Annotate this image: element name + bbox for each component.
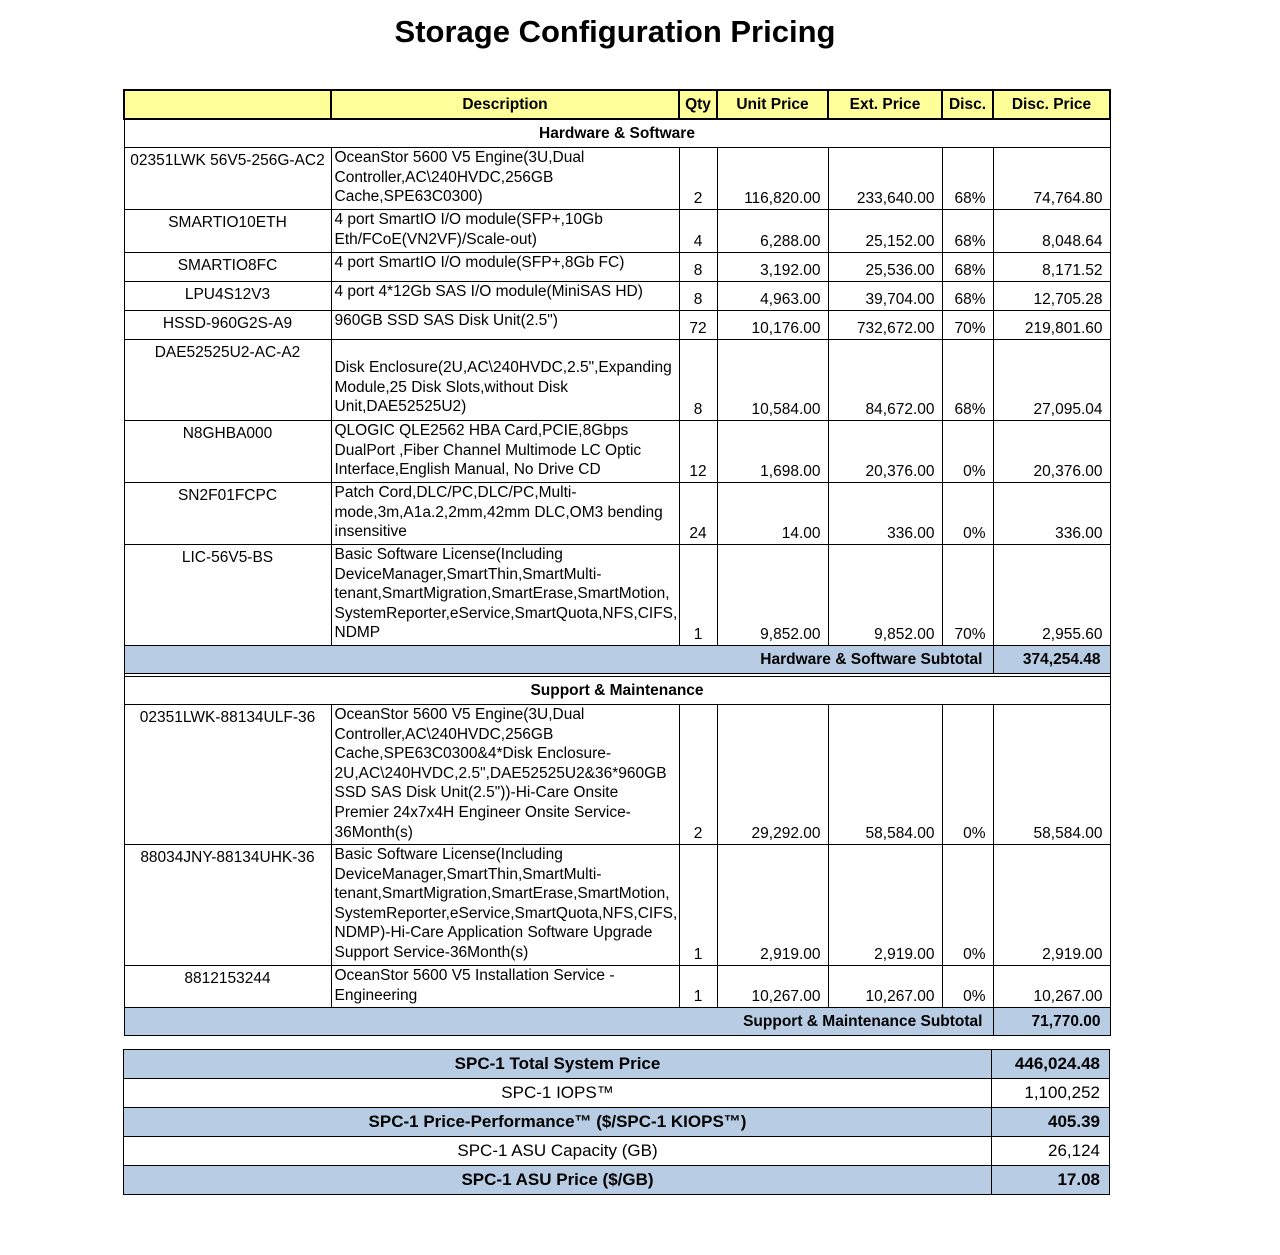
col-description-header: Description [331, 90, 679, 119]
section-header-row [124, 119, 1110, 148]
description-cell: OceanStor 5600 V5 Installation Service - Engineering [331, 966, 679, 1008]
unit-price-cell: 10,176.00 [717, 311, 828, 340]
qty-cell: 2 [679, 148, 717, 210]
disc-price-cell: 336.00 [993, 483, 1110, 545]
part-number-cell: SMARTIO8FC [124, 253, 331, 282]
description-cell: Basic Software License(Including DeviceManager,SmartThin,SmartMulti-tenant,SmartMigration,SmartErase,SmartMotion, SystemReporter,eService,SmartQuota,NFS,CIFS, NDMP [331, 545, 679, 646]
unit-price-cell: 1,698.00 [717, 421, 828, 483]
disc-price-cell: 2,919.00 [993, 845, 1110, 966]
disc-cell: 0% [942, 421, 993, 483]
description-cell: 960GB SSD SAS Disk Unit(2.5") [331, 311, 679, 340]
disc-cell: 68% [942, 253, 993, 282]
subtotal-value: 71,770.00 [993, 1008, 1110, 1036]
subtotal-label: Hardware & Software Subtotal [124, 646, 993, 674]
description-cell: 4 port SmartIO I/O module(SFP+,10Gb Eth/FCoE(VN2VF)/Scale-out) [331, 210, 679, 253]
disc-price-cell: 10,267.00 [993, 966, 1110, 1008]
table-row [124, 340, 1110, 421]
table-row [124, 311, 1110, 340]
ext-price-cell: 25,152.00 [828, 210, 942, 253]
qty-cell: 1 [679, 545, 717, 646]
ext-price-cell: 20,376.00 [828, 421, 942, 483]
unit-price-cell: 3,192.00 [717, 253, 828, 282]
col-part-header [124, 90, 331, 119]
col-ext-price-header: Ext. Price [828, 90, 942, 119]
ext-price-cell: 233,640.00 [828, 148, 942, 210]
summary-row [124, 1079, 1110, 1108]
unit-price-cell: 9,852.00 [717, 545, 828, 646]
ext-price-cell: 10,267.00 [828, 966, 942, 1008]
unit-price-cell: 6,288.00 [717, 210, 828, 253]
summary-label: SPC-1 IOPS™ [124, 1079, 992, 1108]
disc-price-cell: 2,955.60 [993, 545, 1110, 646]
summary-label: SPC-1 Total System Price [124, 1050, 992, 1079]
qty-cell: 2 [679, 705, 717, 845]
qty-cell: 12 [679, 421, 717, 483]
disc-cell: 70% [942, 311, 993, 340]
section-header: Support & Maintenance [124, 677, 1110, 705]
part-number-cell: LIC-56V5-BS [124, 545, 331, 646]
part-number-cell: LPU4S12V3 [124, 282, 331, 311]
qty-cell: 8 [679, 340, 717, 421]
disc-cell: 0% [942, 845, 993, 966]
unit-price-cell: 14.00 [717, 483, 828, 545]
header-row [124, 90, 1110, 119]
pricing-table [123, 89, 1111, 1036]
ext-price-cell: 2,919.00 [828, 845, 942, 966]
disc-cell: 68% [942, 340, 993, 421]
summary-label: SPC-1 ASU Price ($/GB) [124, 1166, 992, 1195]
summary-value: 446,024.48 [992, 1050, 1110, 1079]
disc-price-cell: 20,376.00 [993, 421, 1110, 483]
table-row [124, 483, 1110, 545]
disc-price-cell: 8,171.52 [993, 253, 1110, 282]
part-number-cell: HSSD-960G2S-A9 [124, 311, 331, 340]
unit-price-cell: 10,267.00 [717, 966, 828, 1008]
part-number-cell: SN2F01FCPC [124, 483, 331, 545]
col-disc-header: Disc. [942, 90, 993, 119]
section-header: Hardware & Software [124, 119, 1110, 148]
subtotal-row [124, 646, 1110, 674]
ext-price-cell: 9,852.00 [828, 545, 942, 646]
col-disc-price-header: Disc. Price [993, 90, 1110, 119]
table-row [124, 966, 1110, 1008]
ext-price-cell: 732,672.00 [828, 311, 942, 340]
description-cell: OceanStor 5600 V5 Engine(3U,Dual Controller,AC\240HVDC,256GB Cache,SPE63C0300&4*Disk Enclosure-2U,AC\240HVDC,2.5",DAE52525U2&36*960GB SSD SAS Disk Unit(2.5"))-Hi-Care Onsite Premier 24x7x4H Engineer Onsite Service-36Month(s) [331, 705, 679, 845]
disc-cell: 0% [942, 483, 993, 545]
disc-price-cell: 219,801.60 [993, 311, 1110, 340]
disc-cell: 68% [942, 210, 993, 253]
summary-label: SPC-1 Price-Performance™ ($/SPC-1 KIOPS™) [124, 1108, 992, 1137]
summary-label: SPC-1 ASU Capacity (GB) [124, 1137, 992, 1166]
part-number-cell: DAE52525U2-AC-A2 [124, 340, 331, 421]
table-row [124, 421, 1110, 483]
qty-cell: 24 [679, 483, 717, 545]
description-cell: QLOGIC QLE2562 HBA Card,PCIE,8Gbps DualPort ,Fiber Channel Multimode LC Optic Interface,English Manual, No Drive CD [331, 421, 679, 483]
qty-cell: 72 [679, 311, 717, 340]
ext-price-cell: 39,704.00 [828, 282, 942, 311]
table-row [124, 845, 1110, 966]
disc-cell: 0% [942, 705, 993, 845]
subtotal-row [124, 1008, 1110, 1036]
summary-row [124, 1050, 1110, 1079]
subtotal-value: 374,254.48 [993, 646, 1110, 674]
qty-cell: 4 [679, 210, 717, 253]
disc-cell: 68% [942, 148, 993, 210]
ext-price-cell: 336.00 [828, 483, 942, 545]
section-header-row [124, 677, 1110, 705]
qty-cell: 1 [679, 845, 717, 966]
unit-price-cell: 29,292.00 [717, 705, 828, 845]
col-qty-header: Qty [679, 90, 717, 119]
qty-cell: 8 [679, 282, 717, 311]
summary-value: 17.08 [992, 1166, 1110, 1195]
summary-value: 1,100,252 [992, 1079, 1110, 1108]
disc-price-cell: 58,584.00 [993, 705, 1110, 845]
unit-price-cell: 2,919.00 [717, 845, 828, 966]
disc-price-cell: 74,764.80 [993, 148, 1110, 210]
table-row [124, 148, 1110, 210]
col-unit-price-header: Unit Price [717, 90, 828, 119]
summary-table [123, 1049, 1110, 1195]
unit-price-cell: 4,963.00 [717, 282, 828, 311]
summary-row [124, 1166, 1110, 1195]
ext-price-cell: 58,584.00 [828, 705, 942, 845]
disc-cell: 70% [942, 545, 993, 646]
description-cell: Disk Enclosure(2U,AC\240HVDC,2.5",Expanding Module,25 Disk Slots,without Disk Unit,DAE52525U2) [331, 340, 679, 421]
summary-value: 26,124 [992, 1137, 1110, 1166]
part-number-cell: N8GHBA000 [124, 421, 331, 483]
table-row [124, 253, 1110, 282]
subtotal-label: Support & Maintenance Subtotal [124, 1008, 993, 1036]
disc-cell: 68% [942, 282, 993, 311]
table-row [124, 705, 1110, 845]
part-number-cell: 8812153244 [124, 966, 331, 1008]
unit-price-cell: 116,820.00 [717, 148, 828, 210]
part-number-cell: 88034JNY-88134UHK-36 [124, 845, 331, 966]
summary-row [124, 1137, 1110, 1166]
disc-cell: 0% [942, 966, 993, 1008]
page-title: Storage Configuration Pricing [394, 14, 836, 49]
summary-row [124, 1108, 1110, 1137]
description-cell: OceanStor 5600 V5 Engine(3U,Dual Controller,AC\240HVDC,256GB Cache,SPE63C0300) [331, 148, 679, 210]
part-number-cell: 02351LWK 56V5-256G-AC2 [124, 148, 331, 210]
table-row [124, 545, 1110, 646]
description-cell: Basic Software License(Including DeviceManager,SmartThin,SmartMulti-tenant,SmartMigration,SmartErase,SmartMotion, SystemReporter,eService,SmartQuota,NFS,CIFS, NDMP)-Hi-Care Application Software Upgrade Support Service-36Month(s) [331, 845, 679, 966]
ext-price-cell: 84,672.00 [828, 340, 942, 421]
ext-price-cell: 25,536.00 [828, 253, 942, 282]
table-row [124, 282, 1110, 311]
disc-price-cell: 27,095.04 [993, 340, 1110, 421]
qty-cell: 8 [679, 253, 717, 282]
summary-value: 405.39 [992, 1108, 1110, 1137]
unit-price-cell: 10,584.00 [717, 340, 828, 421]
part-number-cell: SMARTIO10ETH [124, 210, 331, 253]
description-cell: Patch Cord,DLC/PC,DLC/PC,Multi-mode,3m,A1a.2,2mm,42mm DLC,OM3 bending insensitive [331, 483, 679, 545]
part-number-cell: 02351LWK-88134ULF-36 [124, 705, 331, 845]
disc-price-cell: 8,048.64 [993, 210, 1110, 253]
qty-cell: 1 [679, 966, 717, 1008]
disc-price-cell: 12,705.28 [993, 282, 1110, 311]
table-row [124, 210, 1110, 253]
description-cell: 4 port SmartIO I/O module(SFP+,8Gb FC) [331, 253, 679, 282]
description-cell: 4 port 4*12Gb SAS I/O module(MiniSAS HD) [331, 282, 679, 311]
